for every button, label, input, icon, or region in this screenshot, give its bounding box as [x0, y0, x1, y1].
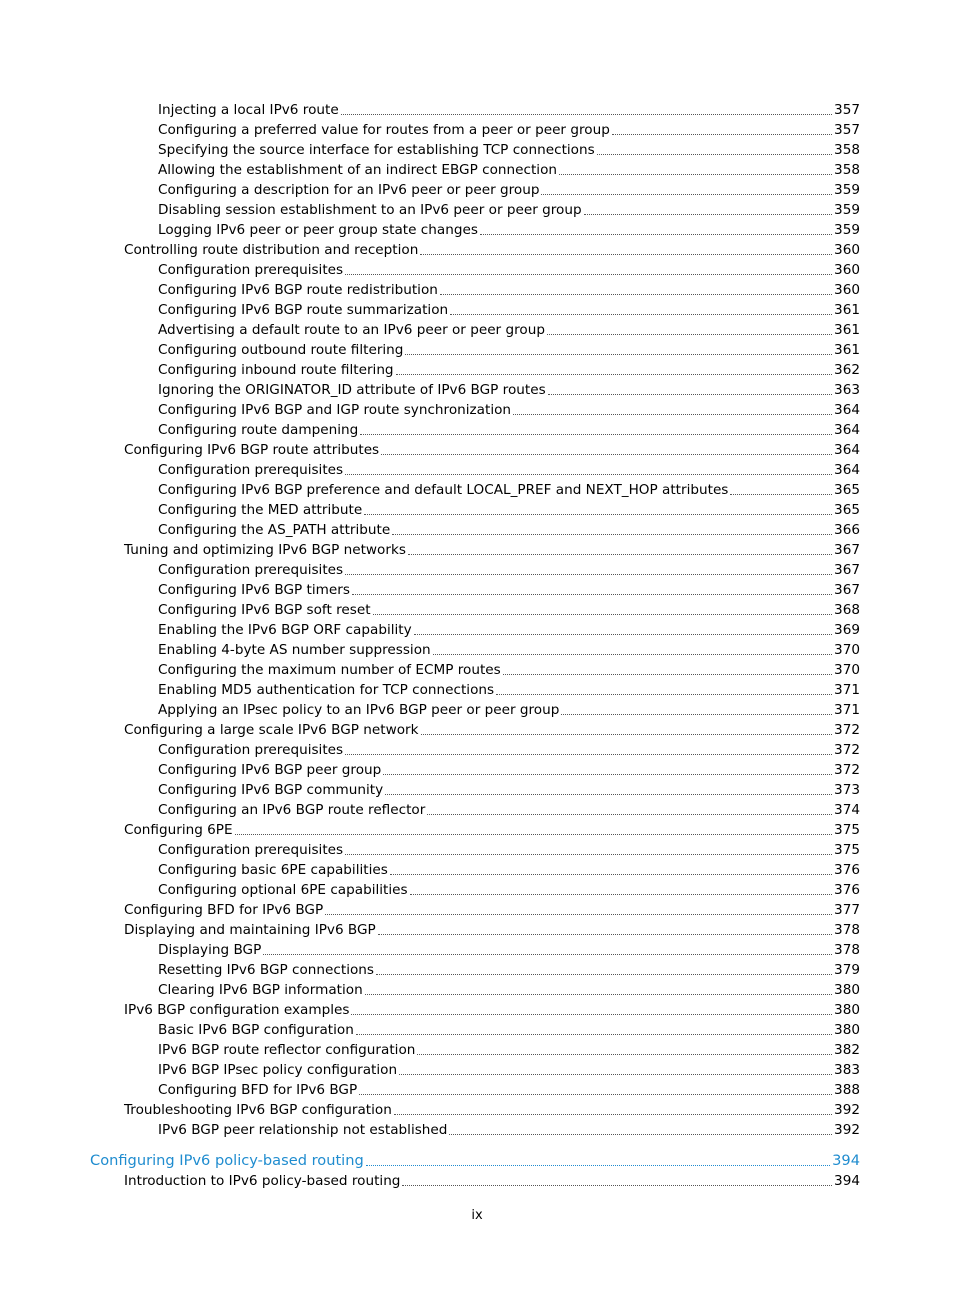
dot-leader [440, 294, 832, 295]
toc-page-number: 359 [834, 222, 860, 238]
toc-subsection-link[interactable] [0, 600, 954, 620]
dot-leader [345, 474, 832, 475]
dot-leader [235, 834, 832, 835]
dot-leader [392, 534, 832, 535]
toc-entry-title: Configuring IPv6 BGP route summarization [158, 302, 449, 318]
dot-leader [352, 594, 832, 595]
toc-section-link[interactable] [0, 720, 954, 740]
toc-page-number: 378 [834, 922, 860, 938]
toc-page-number: 394 [834, 1173, 860, 1189]
toc-subsection-link[interactable] [0, 580, 954, 600]
toc-page-number: 362 [834, 362, 860, 378]
toc-section-link[interactable] [0, 820, 954, 840]
toc-entry-title: Configuring IPv6 BGP and IGP route synchronization [158, 402, 512, 418]
toc-page-number: 357 [834, 122, 860, 138]
toc-page-number: 394 [832, 1152, 860, 1169]
toc-entry-title: Configuring BFD for IPv6 BGP [124, 902, 324, 918]
toc-page-number: 370 [834, 642, 860, 658]
page-footer-number: ix [471, 1208, 483, 1223]
toc-entry-title: Enabling 4-byte AS number suppression [158, 642, 431, 658]
toc-page-number: 368 [834, 602, 860, 618]
toc-page-number: 369 [834, 622, 860, 638]
dot-leader [559, 174, 832, 175]
toc-subsection-link[interactable] [0, 560, 954, 580]
toc-chapter-link[interactable] [0, 1150, 954, 1171]
toc-page-number: 366 [834, 522, 860, 538]
toc-page-number: 392 [834, 1102, 860, 1118]
toc-entry-title: Displaying BGP [158, 942, 262, 958]
dot-leader [376, 974, 832, 975]
toc-entry-title: Configuring IPv6 BGP preference and default LOCAL_PREF and NEXT_HOP attributes [158, 482, 729, 498]
toc-entry-title: Configuring IPv6 BGP peer group [158, 762, 382, 778]
dot-leader [417, 1054, 832, 1055]
toc-subsection-link[interactable] [0, 280, 954, 300]
toc-subsection-link[interactable] [0, 460, 954, 480]
toc-entry-title: Tuning and optimizing IPv6 BGP networks [124, 542, 406, 558]
toc-subsection-link[interactable] [0, 760, 954, 780]
toc-subsection-link[interactable] [0, 680, 954, 700]
toc-subsection-link[interactable] [0, 200, 954, 220]
toc-entry-title: Configuration prerequisites [158, 562, 344, 578]
dot-leader [383, 774, 832, 775]
toc-entry-title: Controlling route distribution and reception [124, 242, 419, 258]
toc-subsection-link[interactable] [0, 1020, 954, 1040]
toc-entry-title: Resetting IPv6 BGP connections [158, 962, 374, 978]
toc-subsection-link[interactable] [0, 860, 954, 880]
toc-section-link[interactable] [0, 440, 954, 460]
toc-subsection-link[interactable] [0, 400, 954, 420]
toc-section-link[interactable] [0, 1100, 954, 1120]
toc-entry-title: Configuring a preferred value for routes from a peer or peer group [158, 122, 610, 138]
dot-leader [597, 154, 832, 155]
dot-leader [730, 494, 832, 495]
toc-entry-title: Configuring IPv6 BGP soft reset [158, 602, 371, 618]
toc-page-number: 364 [834, 462, 860, 478]
dot-leader [325, 914, 832, 915]
dot-leader [496, 694, 832, 695]
toc-subsection-link[interactable] [0, 640, 954, 660]
toc-entry-title: Ignoring the ORIGINATOR_ID attribute of IPv6 BGP routes [158, 382, 546, 398]
dot-leader [366, 1165, 830, 1166]
toc-entry-title: Configuration prerequisites [158, 262, 344, 278]
toc-page-number: 374 [834, 802, 860, 818]
toc-subsection-link[interactable] [0, 1060, 954, 1080]
toc-page-number: 365 [834, 482, 860, 498]
toc-subsection-link[interactable] [0, 780, 954, 800]
dot-leader [421, 734, 833, 735]
toc-subsection-link[interactable] [0, 320, 954, 340]
toc-entry-title: IPv6 BGP configuration examples [124, 1002, 350, 1018]
toc-page-number: 361 [834, 342, 860, 358]
toc-entry-title: Introduction to IPv6 policy-based routing [124, 1173, 401, 1189]
toc-entry-title: Configuring route dampening [158, 422, 359, 438]
toc-entry-title: Configuring the AS_PATH attribute [158, 522, 391, 538]
dot-leader [381, 454, 832, 455]
dot-leader [359, 1094, 832, 1095]
toc-subsection-link[interactable] [0, 340, 954, 360]
toc-page-number: 376 [834, 882, 860, 898]
toc-page-number: 367 [834, 562, 860, 578]
toc-subsection-link[interactable] [0, 880, 954, 900]
toc-page-number: 360 [834, 262, 860, 278]
toc-page-number: 376 [834, 862, 860, 878]
toc-entry-title: IPv6 BGP peer relationship not established [158, 1122, 448, 1138]
toc-entry-title: Configuring inbound route filtering [158, 362, 394, 378]
toc-subsection-link[interactable] [0, 180, 954, 200]
toc-page-number: 371 [834, 702, 860, 718]
toc-entry-title: Injecting a local IPv6 route [158, 102, 339, 118]
toc-entry-title: Configuring IPv6 BGP community [158, 782, 384, 798]
toc-page-number: 373 [834, 782, 860, 798]
toc-section-link[interactable] [0, 240, 954, 260]
dot-leader [420, 254, 832, 255]
toc-page-number: 372 [834, 762, 860, 778]
toc-entry-title: Disabling session establishment to an IPv6 peer or peer group [158, 202, 582, 218]
toc-page-number: 363 [834, 382, 860, 398]
toc-subsection-link[interactable] [0, 260, 954, 280]
dot-leader [378, 934, 832, 935]
toc-page-number: 371 [834, 682, 860, 698]
toc-entry-title: Configuring IPv6 policy-based routing [90, 1152, 364, 1169]
toc-subsection-link[interactable] [0, 480, 954, 500]
dot-leader [449, 1134, 832, 1135]
toc-page-number: 361 [834, 302, 860, 318]
toc-page-number: 364 [834, 402, 860, 418]
dot-leader [351, 1014, 832, 1015]
toc-subsection-link[interactable] [0, 520, 954, 540]
toc-page-number: 372 [834, 742, 860, 758]
dot-leader [263, 954, 832, 955]
toc-entry-title: Configuring a description for an IPv6 peer or peer group [158, 182, 540, 198]
toc-entry-title: IPv6 BGP route reflector configuration [158, 1042, 416, 1058]
toc-page-number: 377 [834, 902, 860, 918]
dot-leader [450, 314, 832, 315]
dot-leader [414, 634, 832, 635]
toc-page-number: 392 [834, 1122, 860, 1138]
dot-leader [345, 754, 832, 755]
dot-leader [396, 374, 832, 375]
toc-page-number: 364 [834, 442, 860, 458]
toc-page-number: 370 [834, 662, 860, 678]
toc-section-link[interactable] [0, 900, 954, 920]
toc-section-link[interactable] [0, 1171, 954, 1191]
toc-entry-title: Configuring IPv6 BGP route attributes [124, 442, 380, 458]
toc-entry-title: Allowing the establishment of an indirect EBGP connection [158, 162, 558, 178]
toc-entry-title: Configuring basic 6PE capabilities [158, 862, 388, 878]
toc-subsection-link[interactable] [0, 840, 954, 860]
toc-subsection-link[interactable] [0, 380, 954, 400]
toc-page-number: 382 [834, 1042, 860, 1058]
toc-entry-title: Configuring the MED attribute [158, 502, 363, 518]
toc-subsection-link[interactable] [0, 140, 954, 160]
dot-leader [405, 354, 832, 355]
toc-entry-title: Configuring an IPv6 BGP route reflector [158, 802, 426, 818]
dot-leader [561, 714, 832, 715]
dot-leader [410, 894, 832, 895]
toc-entry-title: Troubleshooting IPv6 BGP configuration [124, 1102, 392, 1118]
toc-section-link[interactable] [0, 540, 954, 560]
toc-page-number: 380 [834, 1022, 860, 1038]
toc-section-link[interactable] [0, 920, 954, 940]
dot-leader [547, 334, 832, 335]
dot-leader [345, 274, 832, 275]
toc-page-number: 365 [834, 502, 860, 518]
toc-subsection-link[interactable] [0, 300, 954, 320]
toc-entry-title: Configuring 6PE [124, 822, 233, 838]
dot-leader [390, 874, 832, 875]
toc-page-number: 388 [834, 1082, 860, 1098]
dot-leader [503, 674, 832, 675]
toc-entry-title: Clearing IPv6 BGP information [158, 982, 363, 998]
toc-page-number: 372 [834, 722, 860, 738]
toc-subsection-link[interactable] [0, 960, 954, 980]
toc-subsection-link[interactable] [0, 1120, 954, 1140]
toc-subsection-link[interactable] [0, 100, 954, 120]
toc-entry-title: Configuration prerequisites [158, 842, 344, 858]
toc-page-number: 358 [834, 142, 860, 158]
toc-section-link[interactable] [0, 1000, 954, 1020]
toc-page-number: 379 [834, 962, 860, 978]
toc-page-number: 367 [834, 582, 860, 598]
toc-entry-title: Configuring outbound route filtering [158, 342, 404, 358]
toc-entry-title: Basic IPv6 BGP configuration [158, 1022, 354, 1038]
toc-subsection-link[interactable] [0, 360, 954, 380]
toc-entry-title: Displaying and maintaining IPv6 BGP [124, 922, 376, 938]
toc-subsection-link[interactable] [0, 800, 954, 820]
dot-leader [365, 994, 832, 995]
toc-entry-title: Enabling the IPv6 BGP ORF capability [158, 622, 412, 638]
dot-leader [341, 114, 832, 115]
dot-leader [399, 1074, 832, 1075]
toc-subsection-link[interactable] [0, 220, 954, 240]
dot-leader [584, 214, 832, 215]
toc-entry-title: Configuring optional 6PE capabilities [158, 882, 408, 898]
dot-leader [433, 654, 832, 655]
dot-leader [345, 854, 832, 855]
toc-entry-title: Configuring a large scale IPv6 BGP network [124, 722, 419, 738]
toc-entry-title: Applying an IPsec policy to an IPv6 BGP peer or peer group [158, 702, 560, 718]
toc-page-number: 364 [834, 422, 860, 438]
toc-entry-title: Configuring BFD for IPv6 BGP [158, 1082, 358, 1098]
toc-entry-title: Configuring the maximum number of ECMP routes [158, 662, 501, 678]
toc-subsection-link[interactable] [0, 160, 954, 180]
dot-leader [427, 814, 832, 815]
toc-page-number: 380 [834, 1002, 860, 1018]
toc-subsection-link[interactable] [0, 740, 954, 760]
toc-subsection-link[interactable] [0, 1040, 954, 1060]
dot-leader [385, 794, 832, 795]
table-of-contents [0, 100, 954, 1191]
dot-leader [480, 234, 832, 235]
toc-page-number: 360 [834, 282, 860, 298]
toc-subsection-link[interactable] [0, 120, 954, 140]
dot-leader [394, 1114, 832, 1115]
toc-entry-title: IPv6 BGP IPsec policy configuration [158, 1062, 398, 1078]
toc-page-number: 361 [834, 322, 860, 338]
toc-subsection-link[interactable] [0, 1080, 954, 1100]
toc-entry-title: Advertising a default route to an IPv6 peer or peer group [158, 322, 545, 338]
dot-leader [345, 574, 832, 575]
toc-entry-title: Logging IPv6 peer or peer group state changes [158, 222, 478, 238]
toc-page-number: 359 [834, 202, 860, 218]
toc-subsection-link[interactable] [0, 500, 954, 520]
toc-entry-title: Configuration prerequisites [158, 462, 344, 478]
toc-page-number: 360 [834, 242, 860, 258]
dot-leader [364, 514, 832, 515]
toc-subsection-link[interactable] [0, 620, 954, 640]
dot-leader [373, 614, 832, 615]
toc-subsection-link[interactable] [0, 980, 954, 1000]
toc-page-number: 367 [834, 542, 860, 558]
dot-leader [402, 1185, 832, 1186]
toc-entry-title: Specifying the source interface for establishing TCP connections [158, 142, 595, 158]
toc-page-number: 378 [834, 942, 860, 958]
dot-leader [356, 1034, 832, 1035]
dot-leader [408, 554, 832, 555]
toc-subsection-link[interactable] [0, 660, 954, 680]
toc-entry-title: Configuring IPv6 BGP route redistribution [158, 282, 438, 298]
toc-entry-title: Configuring IPv6 BGP timers [158, 582, 350, 598]
toc-entry-title: Enabling MD5 authentication for TCP connections [158, 682, 495, 698]
dot-leader [541, 194, 832, 195]
dot-leader [548, 394, 832, 395]
toc-subsection-link[interactable] [0, 420, 954, 440]
toc-subsection-link[interactable] [0, 700, 954, 720]
toc-page-number: 375 [834, 842, 860, 858]
toc-page-number: 383 [834, 1062, 860, 1078]
dot-leader [513, 414, 832, 415]
toc-page-number: 357 [834, 102, 860, 118]
toc-page-number: 359 [834, 182, 860, 198]
dot-leader [612, 134, 832, 135]
toc-page-number: 358 [834, 162, 860, 178]
toc-page-number: 380 [834, 982, 860, 998]
toc-subsection-link[interactable] [0, 940, 954, 960]
dot-leader [360, 434, 832, 435]
toc-page-number: 375 [834, 822, 860, 838]
toc-entry-title: Configuration prerequisites [158, 742, 344, 758]
